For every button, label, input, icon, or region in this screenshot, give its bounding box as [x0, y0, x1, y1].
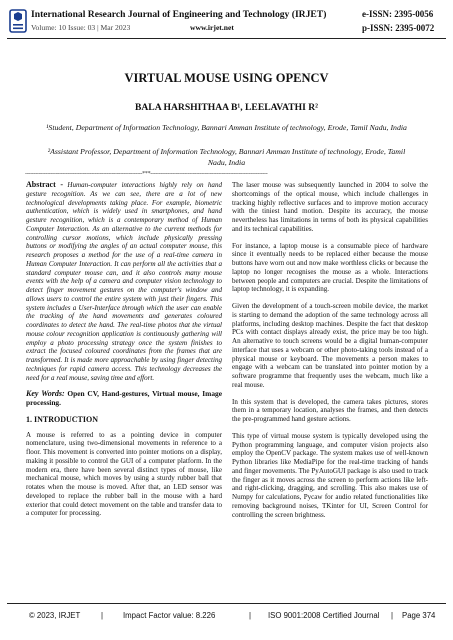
- section-heading-introduction: 1. INTRODUCTION: [26, 414, 99, 424]
- journal-header: [0, 0, 453, 40]
- section-separator: ---------------------------------------------------------------------***---------------------------------------------------------------------: [25, 171, 268, 177]
- footer-impact: Impact Factor value: 8.226: [123, 611, 216, 620]
- keywords: [26, 390, 222, 408]
- journal-logo-icon: [9, 9, 27, 33]
- footer-divider: [7, 603, 446, 604]
- footer-sep-3: |: [391, 611, 394, 620]
- paper-title: VIRTUAL MOUSE USING OPENCV: [124, 71, 329, 85]
- affiliation-1: ¹Student, Department of Information Technology, Bannari Amman Institute of technology, Erode, Tamil Nadu, India: [46, 123, 407, 132]
- abstract: [26, 181, 222, 382]
- intro-paragraph: A mouse is referred to as a pointing device in computer nomenclature, using two-dimensional movements in reference to a floor. This movement is converted into pointer motions on a display, making it possible to control the GUI of a computer platform. In the modern era, there have been several distinct types of mouse, like mechanical mouse, which moves by using a sturdy rubber ball that rotates when the mouse is moved. After that, an LED sensor was developed to replace the rubber ball in the mouse with a hard exterior that could detect movement on the table and transfer data to a computer for processing.: [26, 430, 222, 518]
- header-divider: [7, 38, 446, 39]
- keywords-text: Open CV, Hand-gestures, Virtual mouse, Image processing.: [26, 389, 222, 407]
- footer-sep-2: |: [249, 611, 252, 620]
- volume-info: Volume: 10 Issue: 03 | Mar 2023: [31, 23, 131, 32]
- affiliation-2: ²Assistant Professor, Department of Information Technology, Bannari Amman Institute of technology, Erode, Tamil Nadu, India: [47, 147, 406, 167]
- body-paragraph-3: Given the development of a touch-screen mobile device, the market is starting to demand the adoption of the same technology across all platforms, including desktop machines. Despite the fact that desktop PCs with contact displays already exist, the price may be too high. An alternative to touch screens would be a digital human-computer interface that uses a webcam or other photo-taking tools instead of a physical mouse or keyboard. The movements a person makes to engage with a webcam can be translated into pointer motion by a software programme that frequently uses the webcam, much like a real mouse.: [232, 302, 428, 389]
- abstract-label: Abstract -: [26, 180, 64, 189]
- footer-page-number: Page 374: [402, 611, 436, 620]
- body-paragraph-2: For instance, a laptop mouse is a consumable piece of hardware since it eventually needs to be replaced either because the mouse buttons have worn out and now make worthless clicks or because the laptop no longer recognises the mouse as a whole. Interactions between people and computers are crucial. Despite the limitations of laptop technology, it is expanding.: [232, 241, 428, 294]
- body-paragraph-1: The laser mouse was subsequently launched in 2004 to solve the shortcomings of the optical mouse, which include challenges in tracking highly reflective surfaces and to improve motion accuracy with the tiniest hand motion. Despite its accuracy, the mouse nevertheless has limitations in terms of both its physical capabilities and its technical capabilities.: [232, 181, 428, 233]
- paper-authors: BALA HARSHITHAA B¹, LEELAVATHI R²: [134, 102, 319, 113]
- keywords-label: Key Words:: [26, 389, 65, 399]
- p-issn: p-ISSN: 2395-0072: [362, 23, 435, 33]
- footer-iso: ISO 9001:2008 Certified Journal: [268, 611, 380, 620]
- body-paragraph-5: This type of virtual mouse system is typically developed using the Python programming language, and computer vision projects also employ the OpenCV package. The system makes use of well-known Python libraries like MediaPipe for the real-time tracking of hands and finger movements. The PyAutoGUI package is also used to track the finger as it moves across the screen to perform actions like left- and right-clicking, dragging, and scrolling. This also makes use of Numpy for calculations, Pycaw for audio related functionalities like removing background noises, TKinter for UI, Screen Control for controlling the screen brightness.: [232, 431, 428, 519]
- journal-url[interactable]: www.irjet.net: [190, 23, 234, 32]
- footer-sep-1: |: [101, 611, 104, 620]
- right-column: [232, 181, 428, 527]
- footer-copyright: © 2023, IRJET: [29, 611, 81, 620]
- abstract-text: Human-computer interactions highly rely on hand gesture recognition. As we can see, there are a lot of new technological developments taking place. For example, biometric authentication, which is widely used in smartphones, and hand gesture recognition, which is a contemporary method of Human Computer Interaction. As an alternative to the current methods for controlling cursor motions, which include physically pressing buttons or modifying the angles of an actual computer mouse, this research proposes a method for the use of a real-time camera in Human Computer Interaction. It can perform all the activities that a standard computer mouse can, and it also controls many mouse events with the help of a camera and computer vision technology to detect finger movement gestures on the computer's window and allows users to control the entire system with just their fingers. This system includes a User-Interface through which the user can enable the tracking of the hand movements and generates coloured coordinates to detect the hand. The real-time photos that the virtual mouse colour recognition application is continuously gathering will employ a photo processing strategy once the system finishes to extract the focused coloured coordinates from the frames that are transformed. It is made more approachable by using finger detecting techniques for rapid camera access. This technology decreases the need for a real mouse, saving time and effort.: [26, 181, 222, 382]
- journal-title: International Research Journal of Engineering and Technology (IRJET): [31, 9, 327, 20]
- left-column: [26, 181, 222, 526]
- body-paragraph-4: In this system that is developed, the camera takes pictures, stores them in a temporary location, analyses the frames, and then detects the pre-programmed hand gesture actions.: [232, 397, 428, 423]
- e-issn: e-ISSN: 2395-0056: [362, 9, 434, 19]
